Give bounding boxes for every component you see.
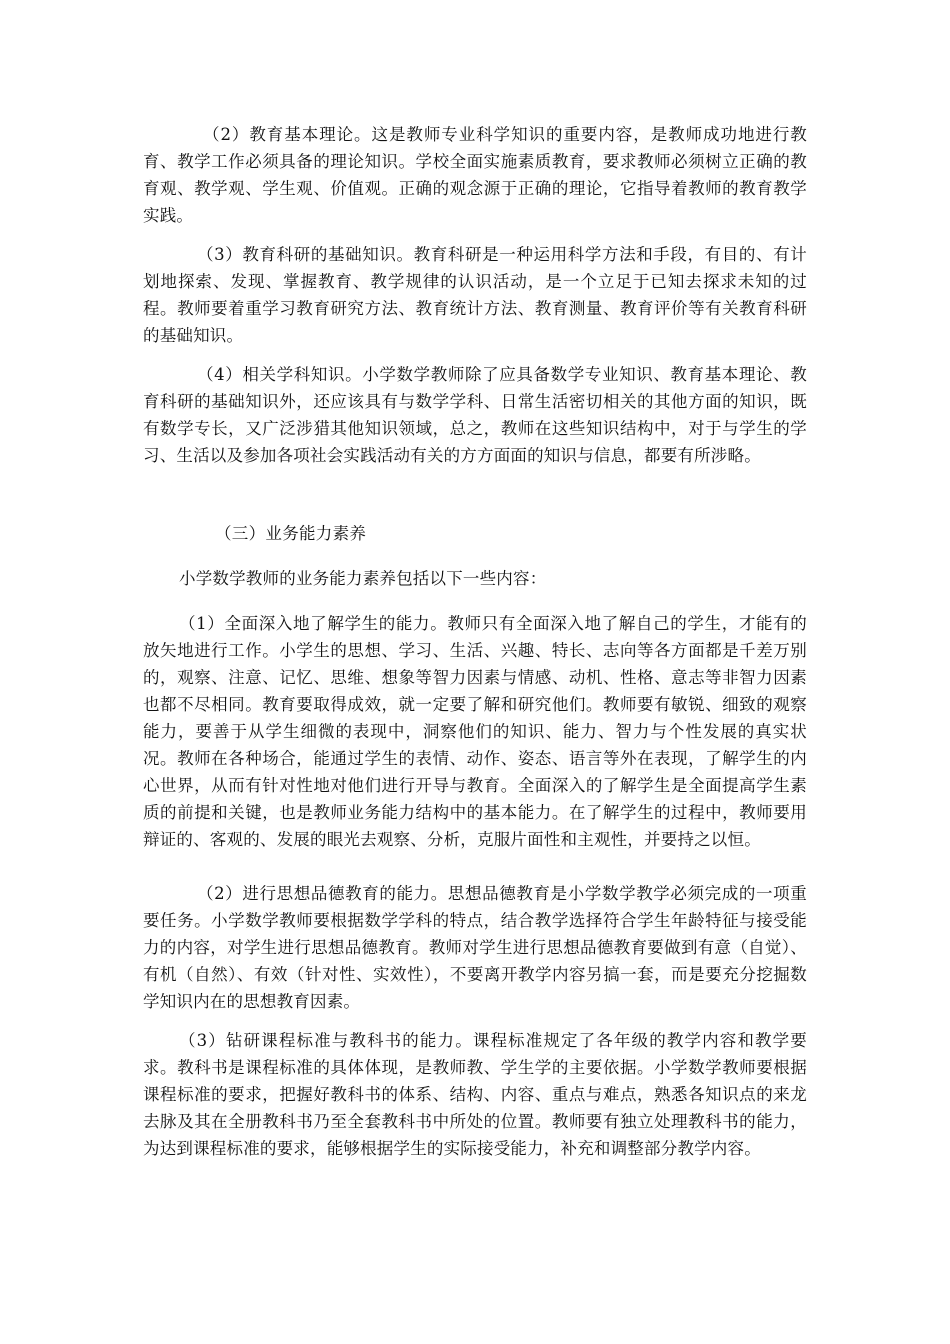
paragraph-related-subjects: （4）相关学科知识。小学数学教师除了应具备数学专业知识、教育基本理论、教育科研的基础知识外，还应该具有与数学学科、日常生活密切相关的其他方面的知识，既有数学专长，又广泛涉猎其他知识领域，总之，教师在这些知识结构中，对于与学生的学习、生活以及参加各项社会实践活动有关的方方面面的知识与信息，都要有所涉略。 <box>143 365 807 465</box>
section-heading: （三）业务能力素养 <box>215 524 367 543</box>
paragraph-moral-education: （2）进行思想品德教育的能力。思想品德教育是小学数学教学必须完成的一项重要任务。小学数学教师要根据数学学科的特点，结合教学选择符合学生年龄特征与接受能力的内容，对学生进行思想品德教育。教师对学生进行思想品德教育要做到有意（自觉）、有机（自然）、有效（针对性、实效性），不要离开教学内容另搞一套，而是要充分挖掘数学知识内在的思想教育因素。 <box>143 884 807 1011</box>
paragraph-curriculum-textbook: （3）钻研课程标准与教科书的能力。课程标准规定了各年级的教学内容和教学要求。教科书是课程标准的具体体现，是教师教、学生学的主要依据。小学数学教师要根据课程标准的要求，把握好教科书的体系、结构、内容、重点与难点，熟悉各知识点的来龙去脉及其在全册教科书乃至全套教科书中所处的位置。教师要有独立处理教科书的能力，为达到课程标准的要求，能够根据学生的实际接受能力，补充和调整部分教学内容。 <box>143 1031 807 1158</box>
paragraph-understand-students: （1）全面深入地了解学生的能力。教师只有全面深入地了解自己的学生，才能有的放矢地进行工作。小学生的思想、学习、生活、兴趣、特长、志向等各方面都是千差万别的，观察、注意、记忆、思维、想象等智力因素与情感、动机、性格、意志等非智力因素也都不尽相同。教育要取得成效，就一定要了解和研究他们。教师要有敏锐、细致的观察能力，要善于从学生细微的表现中，洞察他们的知识、能力、智力与个性发展的真实状况。教师在各种场合，能通过学生的表情、动作、姿态、语言等外在表现，了解学生的内心世界，从而有针对性地对他们进行开导与教育。全面深入的了解学生是全面提高学生素质的前提和关键，也是教师业务能力结构中的基本能力。在了解学生的过程中，教师要用辩证的、客观的、发展的眼光去观察、分析，克服片面性和主观性，并要持之以恒。 <box>143 614 807 849</box>
paragraph-basic-theory: （2）教育基本理论。这是教师专业科学知识的重要内容，是教师成功地进行教育、教学工作必须具备的理论知识。学校全面实施素质教育，要求教师必须树立正确的教育观、教学观、学生观、价值观。正确的观念源于正确的理论，它指导着教师的教育教学实践。 <box>143 125 807 225</box>
paragraph-research-basics: （3）教育科研的基础知识。教育科研是一种运用科学方法和手段，有目的、有计划地探索、发现、掌握教育、教学规律的认识活动，是一个立足于已知去探求未知的过程。教师要着重学习教育研究方法、教育统计方法、教育测量、教育评价等有关教育科研的基础知识。 <box>143 245 807 345</box>
paragraph-intro: 小学数学教师的业务能力素养包括以下一些内容： <box>179 569 547 588</box>
